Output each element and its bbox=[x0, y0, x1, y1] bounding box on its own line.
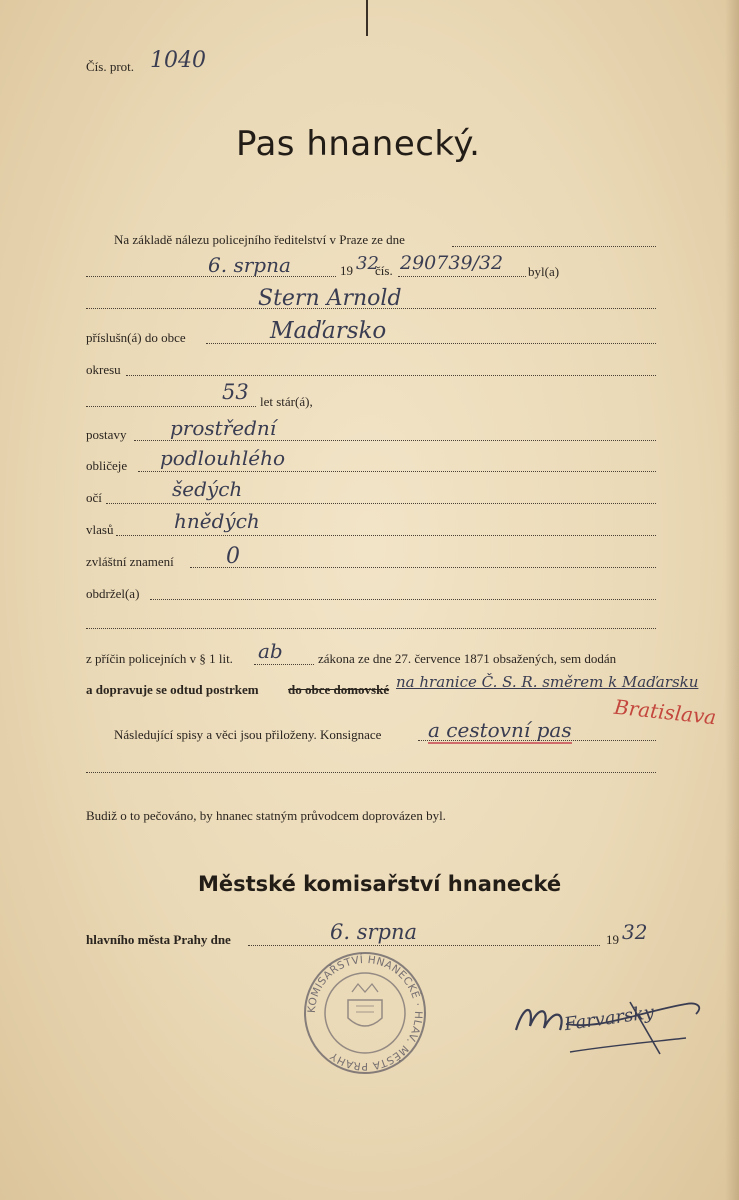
city-label: hlavního města Prahy dne bbox=[86, 932, 231, 947]
document-title: Pas hnanecký. bbox=[236, 124, 481, 164]
stamp-graphic bbox=[300, 948, 430, 1078]
eyes-value: šedých bbox=[172, 477, 243, 501]
protocol-label: Čís. prot. bbox=[86, 59, 135, 74]
number-dotline bbox=[398, 276, 526, 277]
year-prefix: 19 bbox=[340, 263, 353, 278]
signature bbox=[510, 990, 710, 1070]
face-label: obličeje bbox=[86, 458, 128, 473]
reason-text-2: zákona ze dne 27. července 1871 obsažených, sem dodán bbox=[318, 651, 617, 666]
order-number: 290739/32 bbox=[400, 252, 504, 274]
reason-lit-dotline bbox=[254, 664, 314, 665]
eyes-label: očí bbox=[86, 490, 102, 505]
reason-lit-value: ab bbox=[258, 639, 283, 663]
age-value: 53 bbox=[222, 380, 249, 404]
documents-value: a cestovní pas bbox=[428, 718, 572, 742]
was-label: byl(a) bbox=[528, 264, 560, 279]
footer-date-dotline bbox=[248, 945, 600, 946]
municipality-label: příslušn(á) do obce bbox=[86, 330, 186, 345]
signature-flourish bbox=[510, 990, 710, 1070]
eyes-dotline bbox=[106, 503, 656, 504]
office-title: Městské komisařství hnanecké bbox=[198, 872, 562, 896]
intro-dotline bbox=[452, 246, 656, 247]
protocol-number: 1040 bbox=[150, 48, 206, 73]
transport-red-note: Bratislava bbox=[613, 694, 718, 730]
closing-text: Budiž o to pečováno, by hnanec statným průvodcem doprovázen byl. bbox=[86, 808, 446, 823]
transport-text: a dopravuje se odtud postrkem bbox=[86, 682, 259, 697]
person-name: Stern Arnold bbox=[258, 286, 402, 311]
face-dotline bbox=[138, 471, 656, 472]
order-date: 6. srpna bbox=[208, 253, 291, 277]
marks-label: zvláštní znamení bbox=[86, 554, 174, 569]
official-stamp bbox=[300, 948, 430, 1078]
face-value: podlouhlého bbox=[160, 446, 285, 470]
district-dotline bbox=[126, 375, 656, 376]
age-dotline bbox=[86, 406, 256, 407]
paper-edge bbox=[725, 0, 739, 1200]
transport-destination: na hranice Č. S. R. směrem k Maďarsku bbox=[396, 673, 699, 691]
hair-label: vlasů bbox=[86, 522, 114, 537]
received-dotline bbox=[150, 599, 656, 600]
footer-year-suffix: 32 bbox=[622, 920, 648, 944]
blank-dotline bbox=[86, 628, 656, 629]
documents-text: Následující spisy a věci jsou přiloženy. Konsignace bbox=[114, 727, 382, 742]
transport-struck: do obce domovské bbox=[288, 682, 390, 697]
stamp-ring-text: KOMISAŘSTVÍ HNANECKÉ · HLAV. MĚSTA PRAHY bbox=[305, 953, 425, 1073]
footer-date: 6. srpna bbox=[330, 920, 418, 944]
number-label: čís. bbox=[375, 263, 393, 278]
build-label: postavy bbox=[86, 427, 127, 442]
build-value: prostřední bbox=[170, 416, 277, 440]
municipality-value: Maďarsko bbox=[270, 318, 387, 344]
age-label: let stár(á), bbox=[260, 394, 313, 409]
hair-dotline bbox=[116, 535, 656, 536]
received-label: obdržel(a) bbox=[86, 586, 140, 601]
fold-mark bbox=[366, 0, 368, 36]
year-suffix: 32 bbox=[356, 253, 379, 274]
district-label: okresu bbox=[86, 362, 121, 377]
intro-text: Na základě nálezu policejního ředitelství v Praze ze dne bbox=[114, 232, 405, 247]
signature-text: Farvarsky bbox=[562, 1001, 656, 1036]
footer-year-prefix: 19 bbox=[606, 932, 619, 947]
marks-value: 0 bbox=[226, 544, 240, 569]
marks-dotline bbox=[190, 567, 656, 568]
hair-value: hnědých bbox=[174, 509, 260, 533]
reason-text-1: z příčin policejních v § 1 lit. bbox=[86, 651, 233, 666]
build-dotline bbox=[134, 440, 656, 441]
documents-dotline-2 bbox=[86, 772, 656, 773]
